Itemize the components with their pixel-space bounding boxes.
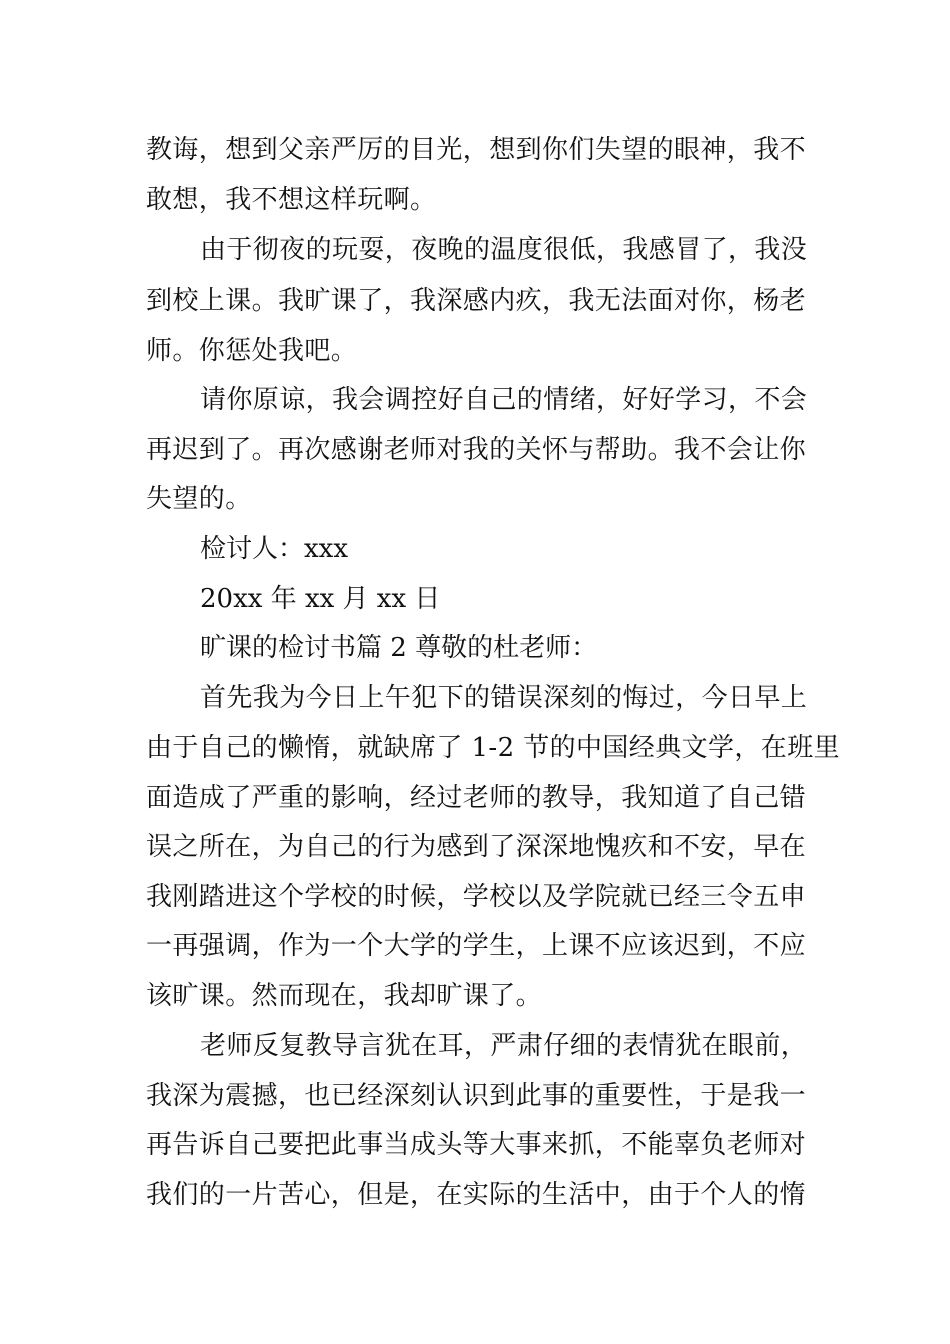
text-line: 一再强调，作为一个大学的学生，上课不应该迟到，不应 — [146, 931, 807, 961]
signature-line: 检讨人：xxx — [200, 534, 348, 564]
text-line: 由于自己的懒惰，就缺席了 1-2 节的中国经典文学，在班里 — [146, 733, 840, 763]
text-line: 该旷课。然而现在，我却旷课了。 — [146, 981, 543, 1011]
paragraph-start-line: 首先我为今日上午犯下的错误深刻的悔过，今日早上 — [200, 683, 808, 713]
text-line: 教诲，想到父亲严厉的目光，想到你们失望的眼神，我不 — [146, 135, 807, 165]
paragraph-start-line: 请你原谅，我会调控好自己的情绪，好好学习，不会 — [200, 385, 808, 415]
text-line: 我刚踏进这个学校的时候，学校以及学院就已经三令五申 — [146, 882, 807, 912]
text-line: 敢想，我不想这样玩啊。 — [146, 185, 437, 215]
text-line: 我深为震撼，也已经深刻认识到此事的重要性，于是我一 — [146, 1081, 807, 1111]
text-line: 再告诉自己要把此事当成头等大事来抓，不能辜负老师对 — [146, 1130, 807, 1160]
text-line: 误之所在，为自己的行为感到了深深地愧疚和不安，早在 — [146, 832, 807, 862]
date-line: 20xx 年 xx 月 xx 日 — [200, 584, 441, 614]
text-line: 再迟到了。再次感谢老师对我的关怀与帮助。我不会让你 — [146, 435, 807, 465]
text-line: 师。你惩处我吧。 — [146, 336, 358, 366]
text-line: 我们的一片苦心，但是，在实际的生活中，由于个人的惰 — [146, 1180, 807, 1210]
section-heading-line: 旷课的检讨书篇 2 尊敬的杜老师： — [200, 633, 598, 663]
text-line: 失望的。 — [146, 484, 252, 514]
text-line: 到校上课。我旷课了，我深感内疚，我无法面对你，杨老 — [146, 286, 807, 316]
paragraph-start-line: 老师反复教导言犹在耳，严肃仔细的表情犹在眼前， — [200, 1031, 808, 1061]
paragraph-start-line: 由于彻夜的玩耍，夜晚的温度很低，我感冒了，我没 — [200, 235, 808, 265]
text-line: 面造成了严重的影响，经过老师的教导，我知道了自己错 — [146, 783, 807, 813]
